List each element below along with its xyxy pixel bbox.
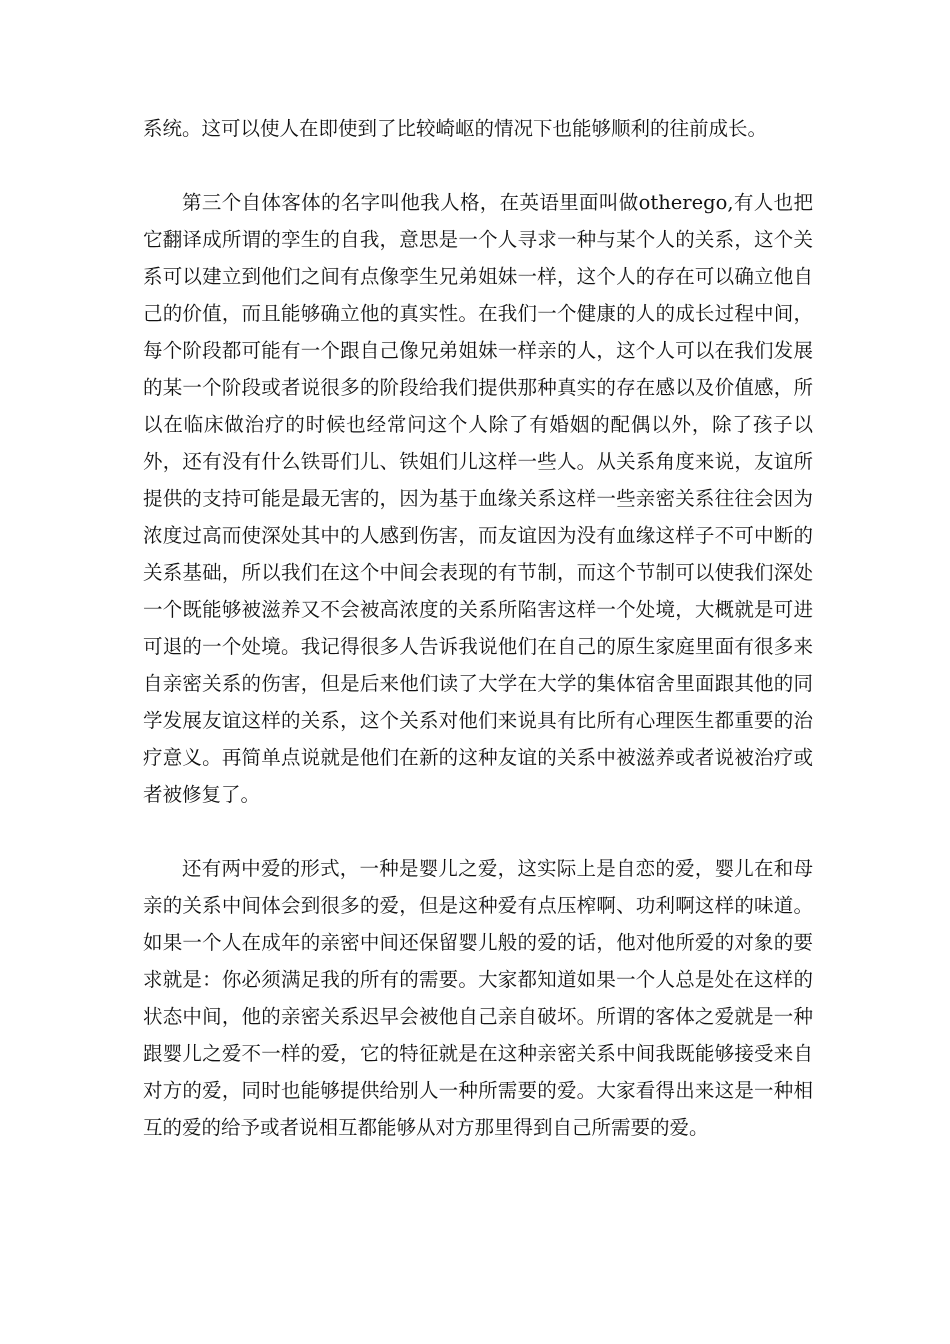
paragraph-spacer	[143, 813, 813, 850]
paragraph-forms-of-love: 还有两中爱的形式，一种是婴儿之爱，这实际上是自恋的爱，婴儿在和母亲的关系中间体会到很多的爱，但是这种爱有点压榨啊、功利啊这样的味道。如果一个人在成年的亲密中间还保留婴儿般的爱的话，他对他所爱的对象的要求就是：你必须满足我的所有的需要。大家都知道如果一个人总是处在这样的状态中间，他的亲密关系迟早会被他自己亲自破坏。所谓的客体之爱就是一种跟婴儿之爱不一样的爱，它的特征就是在这种亲密关系中间我既能够接受来自对方的爱，同时也能够提供给别人一种所需要的爱。大家看得出来这是一种相互的爱的给予或者说相互都能够从对方那里得到自己所需要的爱。	[143, 857, 813, 1139]
document-body	[143, 110, 813, 1146]
paragraph-spacer	[143, 147, 813, 184]
paragraph-twinship-selfobject: 第三个自体客体的名字叫他我人格，在英语里面叫做otherego,有人也把它翻译成所谓的孪生的自我，意思是一个人寻求一种与某个人的关系，这个关系可以建立到他们之间有点像孪生兄弟姐妹一样，这个人的存在可以确立他自己的价值，而且能够确立他的真实性。在我们一个健康的人的成长过程中间，每个阶段都可能有一个跟自己像兄弟姐妹一样亲的人，这个人可以在我们发展的某一个阶段或者说很多的阶段给我们提供那种真实的存在感以及价值感，所以在临床做治疗的时候也经常问这个人除了有婚姻的配偶以外，除了孩子以外，还有没有什么铁哥们儿、铁姐们儿这样一些人。从关系角度来说，友谊所提供的支持可能是最无害的，因为基于血缘关系这样一些亲密关系往往会因为浓度过高而使深处其中的人感到伤害，而友谊因为没有血缘这样子不可中断的关系基础，所以我们在这个中间会表现的有节制，而这个节制可以使我们深处一个既能够被滋养又不会被高浓度的关系所陷害这样一个处境，大概就是可进可退的一个处境。我记得很多人告诉我说他们在自己的原生家庭里面有很多来自亲密关系的伤害，但是后来他们读了大学在大学的集体宿舍里面跟其他的同学发展友谊这样的关系，这个关系对他们来说具有比所有心理医生都重要的治疗意义。再简单点说就是他们在新的这种友谊的关系中被滋养或者说被治疗或者被修复了。	[143, 191, 813, 806]
paragraph-continuation: 系统。这可以使人在即使到了比较崎岖的情况下也能够顺利的往前成长。	[143, 117, 768, 140]
